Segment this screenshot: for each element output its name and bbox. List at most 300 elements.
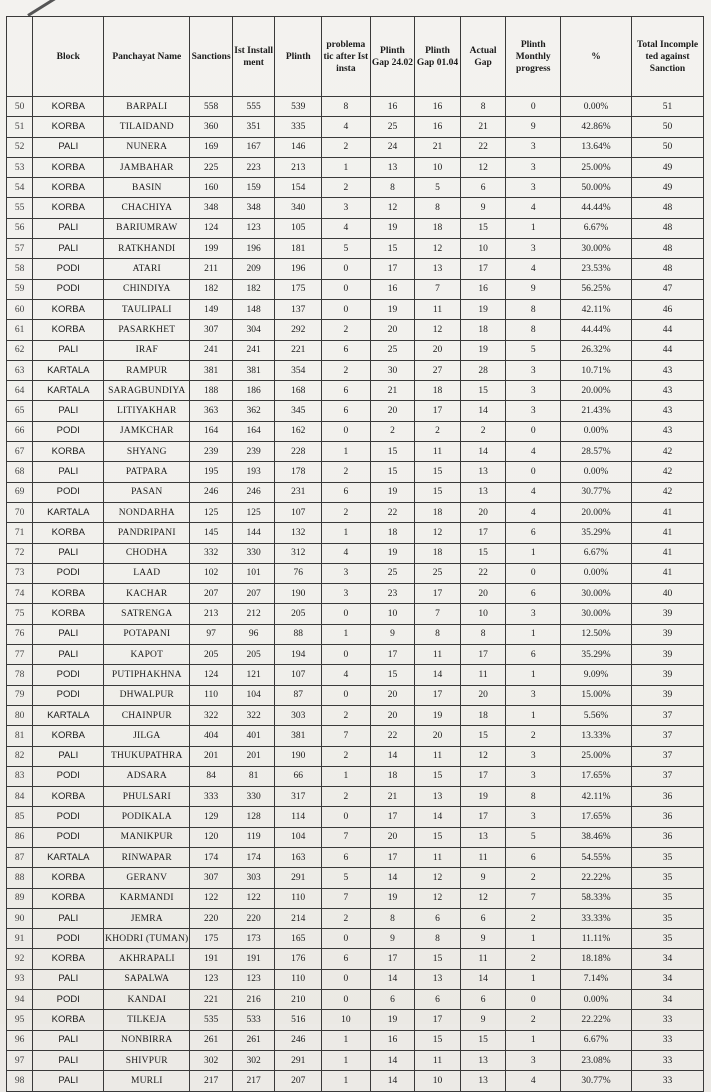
cell-panchayat-name: KHODRI (TUMAN) <box>104 929 190 949</box>
cell-panchayat-name: CHACHIYA <box>104 198 190 218</box>
cell-sr: 74 <box>7 584 33 604</box>
cell-plinth-gap-0104: 11 <box>415 1050 461 1070</box>
cell-problematic: 1 <box>322 1071 371 1091</box>
cell-plinth-gap-0104: 5 <box>415 178 461 198</box>
cell-total-incomplete: 35 <box>631 868 703 888</box>
cell-ist-installment: 125 <box>232 502 275 522</box>
cell-plinth-monthly-progress: 3 <box>506 239 561 259</box>
cell-plinth-gap-2402: 17 <box>370 645 415 665</box>
cell-actual-gap: 9 <box>460 868 506 888</box>
cell-plinth-monthly-progress: 3 <box>506 685 561 705</box>
table-row <box>7 766 704 786</box>
cell-sanctions: 164 <box>190 421 233 441</box>
cell-percent: 25.00% <box>561 746 632 766</box>
cell-total-incomplete: 36 <box>631 807 703 827</box>
cell-problematic: 6 <box>322 949 371 969</box>
cell-plinth: 178 <box>275 462 322 482</box>
cell-sanctions: 246 <box>190 482 233 502</box>
cell-problematic: 3 <box>322 198 371 218</box>
cell-plinth-gap-0104: 18 <box>415 381 461 401</box>
header-actual-gap: Actual Gap <box>460 17 506 97</box>
cell-total-incomplete: 50 <box>631 117 703 137</box>
cell-problematic: 0 <box>322 929 371 949</box>
cell-plinth-gap-2402: 18 <box>370 766 415 786</box>
cell-problematic: 3 <box>322 584 371 604</box>
cell-plinth: 104 <box>275 827 322 847</box>
cell-panchayat-name: AKHRAPALI <box>104 949 190 969</box>
cell-ist-installment: 555 <box>232 97 275 117</box>
cell-total-incomplete: 39 <box>631 604 703 624</box>
cell-panchayat-name: PODIKALA <box>104 807 190 827</box>
cell-plinth-gap-0104: 8 <box>415 929 461 949</box>
table-row <box>7 198 704 218</box>
cell-percent: 33.33% <box>561 908 632 928</box>
cell-plinth-monthly-progress: 2 <box>506 868 561 888</box>
cell-plinth-monthly-progress: 1 <box>506 624 561 644</box>
cell-panchayat-name: KARMANDI <box>104 888 190 908</box>
cell-ist-installment: 164 <box>232 421 275 441</box>
cell-block: PALI <box>33 624 104 644</box>
cell-sr: 59 <box>7 279 33 299</box>
cell-panchayat-name: NONBIRRA <box>104 1030 190 1050</box>
cell-plinth-gap-0104: 12 <box>415 868 461 888</box>
cell-plinth-gap-0104: 15 <box>415 949 461 969</box>
cell-block: KORBA <box>33 787 104 807</box>
cell-panchayat-name: NUNERA <box>104 137 190 157</box>
cell-plinth-monthly-progress: 1 <box>506 1030 561 1050</box>
cell-actual-gap: 17 <box>460 523 506 543</box>
cell-plinth-gap-0104: 17 <box>415 584 461 604</box>
table-row <box>7 665 704 685</box>
cell-block: PALI <box>33 462 104 482</box>
cell-actual-gap: 8 <box>460 624 506 644</box>
cell-plinth-gap-2402: 10 <box>370 604 415 624</box>
cell-plinth-gap-0104: 18 <box>415 218 461 238</box>
cell-plinth: 114 <box>275 807 322 827</box>
cell-plinth: 213 <box>275 157 322 177</box>
cell-actual-gap: 9 <box>460 198 506 218</box>
cell-plinth: 190 <box>275 746 322 766</box>
cell-ist-installment: 351 <box>232 117 275 137</box>
cell-total-incomplete: 41 <box>631 523 703 543</box>
table-row <box>7 868 704 888</box>
cell-panchayat-name: JEMRA <box>104 908 190 928</box>
cell-block: PALI <box>33 908 104 928</box>
cell-block: PALI <box>33 969 104 989</box>
cell-plinth: 137 <box>275 299 322 319</box>
cell-ist-installment: 101 <box>232 563 275 583</box>
cell-plinth-gap-2402: 9 <box>370 929 415 949</box>
cell-sr: 53 <box>7 157 33 177</box>
cell-sanctions: 333 <box>190 787 233 807</box>
cell-panchayat-name: ATARI <box>104 259 190 279</box>
cell-problematic: 0 <box>322 645 371 665</box>
header-percent: % <box>561 17 632 97</box>
cell-plinth-gap-2402: 20 <box>370 401 415 421</box>
cell-actual-gap: 20 <box>460 502 506 522</box>
cell-panchayat-name: TAULIPALI <box>104 299 190 319</box>
cell-plinth: 291 <box>275 1050 322 1070</box>
cell-total-incomplete: 42 <box>631 442 703 462</box>
cell-plinth: 165 <box>275 929 322 949</box>
cell-actual-gap: 12 <box>460 746 506 766</box>
cell-problematic: 7 <box>322 888 371 908</box>
cell-problematic: 2 <box>322 787 371 807</box>
cell-panchayat-name: SAPALWA <box>104 969 190 989</box>
table-row <box>7 218 704 238</box>
cell-problematic: 1 <box>322 766 371 786</box>
cell-total-incomplete: 43 <box>631 381 703 401</box>
cell-plinth: 205 <box>275 604 322 624</box>
cell-block: PALI <box>33 1071 104 1091</box>
cell-percent: 30.00% <box>561 584 632 604</box>
cell-sanctions: 124 <box>190 665 233 685</box>
cell-sanctions: 191 <box>190 949 233 969</box>
cell-sr: 77 <box>7 645 33 665</box>
cell-plinth-gap-2402: 8 <box>370 908 415 928</box>
cell-plinth-monthly-progress: 9 <box>506 117 561 137</box>
cell-ist-installment: 223 <box>232 157 275 177</box>
cell-percent: 7.14% <box>561 969 632 989</box>
table-row <box>7 137 704 157</box>
cell-panchayat-name: PATPARA <box>104 462 190 482</box>
cell-ist-installment: 304 <box>232 320 275 340</box>
cell-total-incomplete: 37 <box>631 705 703 725</box>
cell-block: PALI <box>33 218 104 238</box>
table-row <box>7 178 704 198</box>
cell-plinth-monthly-progress: 0 <box>506 421 561 441</box>
cell-sr: 98 <box>7 1071 33 1091</box>
cell-plinth-gap-2402: 17 <box>370 807 415 827</box>
cell-sanctions: 221 <box>190 990 233 1010</box>
cell-ist-installment: 209 <box>232 259 275 279</box>
cell-block: KARTALA <box>33 502 104 522</box>
cell-problematic: 1 <box>322 157 371 177</box>
cell-sr: 82 <box>7 746 33 766</box>
cell-total-incomplete: 48 <box>631 198 703 218</box>
cell-panchayat-name: RATKHANDI <box>104 239 190 259</box>
table-row <box>7 908 704 928</box>
cell-actual-gap: 6 <box>460 990 506 1010</box>
cell-plinth-monthly-progress: 2 <box>506 1010 561 1030</box>
cell-plinth-gap-2402: 20 <box>370 685 415 705</box>
cell-ist-installment: 123 <box>232 218 275 238</box>
cell-panchayat-name: ADSARA <box>104 766 190 786</box>
cell-total-incomplete: 39 <box>631 645 703 665</box>
cell-percent: 13.33% <box>561 726 632 746</box>
cell-actual-gap: 14 <box>460 442 506 462</box>
cell-sanctions: 201 <box>190 746 233 766</box>
cell-actual-gap: 15 <box>460 543 506 563</box>
cell-problematic: 2 <box>322 178 371 198</box>
header-total-incomplete: Total Incomple ted against Sanction <box>631 17 703 97</box>
cell-problematic: 3 <box>322 563 371 583</box>
cell-sanctions: 122 <box>190 888 233 908</box>
cell-plinth-monthly-progress: 0 <box>506 563 561 583</box>
cell-total-incomplete: 43 <box>631 360 703 380</box>
cell-plinth-monthly-progress: 8 <box>506 787 561 807</box>
cell-percent: 5.56% <box>561 705 632 725</box>
cell-total-incomplete: 51 <box>631 97 703 117</box>
table-row <box>7 645 704 665</box>
cell-plinth-gap-0104: 17 <box>415 401 461 421</box>
cell-panchayat-name: TILKEJA <box>104 1010 190 1030</box>
cell-total-incomplete: 34 <box>631 990 703 1010</box>
header-plinth-monthly-progress: Plinth Monthly progress <box>506 17 561 97</box>
cell-total-incomplete: 41 <box>631 563 703 583</box>
cell-total-incomplete: 39 <box>631 624 703 644</box>
cell-sr: 61 <box>7 320 33 340</box>
cell-panchayat-name: JILGA <box>104 726 190 746</box>
cell-actual-gap: 17 <box>460 645 506 665</box>
cell-block: KORBA <box>33 117 104 137</box>
cell-plinth-monthly-progress: 8 <box>506 320 561 340</box>
cell-plinth-gap-0104: 12 <box>415 523 461 543</box>
cell-ist-installment: 302 <box>232 1050 275 1070</box>
cell-problematic: 4 <box>322 543 371 563</box>
header-row <box>7 17 704 97</box>
cell-percent: 35.29% <box>561 523 632 543</box>
header-plinth: Plinth <box>275 17 322 97</box>
cell-percent: 18.18% <box>561 949 632 969</box>
cell-panchayat-name: POTAPANI <box>104 624 190 644</box>
cell-block: KORBA <box>33 97 104 117</box>
cell-plinth: 210 <box>275 990 322 1010</box>
table-row <box>7 847 704 867</box>
cell-plinth: 340 <box>275 198 322 218</box>
cell-percent: 6.67% <box>561 543 632 563</box>
cell-plinth-gap-2402: 15 <box>370 239 415 259</box>
cell-sr: 55 <box>7 198 33 218</box>
cell-problematic: 1 <box>322 523 371 543</box>
cell-actual-gap: 19 <box>460 340 506 360</box>
cell-plinth-monthly-progress: 8 <box>506 299 561 319</box>
cell-block: KARTALA <box>33 705 104 725</box>
cell-plinth-monthly-progress: 4 <box>506 1071 561 1091</box>
cell-plinth: 105 <box>275 218 322 238</box>
cell-sanctions: 182 <box>190 279 233 299</box>
cell-block: PODI <box>33 807 104 827</box>
cell-sanctions: 175 <box>190 929 233 949</box>
cell-sr: 93 <box>7 969 33 989</box>
cell-block: PALI <box>33 1050 104 1070</box>
cell-sr: 90 <box>7 908 33 928</box>
cell-ist-installment: 193 <box>232 462 275 482</box>
table-row <box>7 746 704 766</box>
cell-actual-gap: 20 <box>460 685 506 705</box>
cell-panchayat-name: JAMBAHAR <box>104 157 190 177</box>
cell-actual-gap: 17 <box>460 807 506 827</box>
cell-sanctions: 211 <box>190 259 233 279</box>
cell-sanctions: 348 <box>190 198 233 218</box>
cell-plinth-gap-2402: 14 <box>370 1050 415 1070</box>
cell-panchayat-name: LAAD <box>104 563 190 583</box>
cell-plinth-gap-0104: 14 <box>415 665 461 685</box>
cell-block: KORBA <box>33 198 104 218</box>
cell-plinth: 312 <box>275 543 322 563</box>
header-ist-installment: Ist Install ment <box>232 17 275 97</box>
cell-actual-gap: 6 <box>460 908 506 928</box>
cell-block: PODI <box>33 685 104 705</box>
cell-block: PODI <box>33 259 104 279</box>
cell-block: KORBA <box>33 868 104 888</box>
cell-block: PODI <box>33 929 104 949</box>
cell-plinth-gap-2402: 21 <box>370 787 415 807</box>
cell-sanctions: 195 <box>190 462 233 482</box>
cell-sanctions: 404 <box>190 726 233 746</box>
cell-percent: 0.00% <box>561 421 632 441</box>
cell-block: KARTALA <box>33 381 104 401</box>
cell-problematic: 1 <box>322 624 371 644</box>
cell-percent: 20.00% <box>561 502 632 522</box>
cell-percent: 0.00% <box>561 462 632 482</box>
cell-problematic: 0 <box>322 279 371 299</box>
header-problematic: problema tic after Ist insta <box>322 17 371 97</box>
cell-plinth-monthly-progress: 4 <box>506 482 561 502</box>
cell-plinth: 214 <box>275 908 322 928</box>
cell-percent: 17.65% <box>561 807 632 827</box>
cell-sr: 65 <box>7 401 33 421</box>
cell-actual-gap: 15 <box>460 381 506 401</box>
cell-plinth-gap-2402: 19 <box>370 482 415 502</box>
cell-sr: 80 <box>7 705 33 725</box>
cell-plinth-gap-2402: 14 <box>370 1071 415 1091</box>
cell-plinth-monthly-progress: 4 <box>506 442 561 462</box>
cell-sr: 58 <box>7 259 33 279</box>
cell-total-incomplete: 42 <box>631 462 703 482</box>
cell-plinth-monthly-progress: 2 <box>506 726 561 746</box>
cell-sr: 50 <box>7 97 33 117</box>
cell-block: PALI <box>33 401 104 421</box>
cell-total-incomplete: 33 <box>631 1010 703 1030</box>
cell-sanctions: 360 <box>190 117 233 137</box>
cell-problematic: 2 <box>322 137 371 157</box>
cell-plinth: 291 <box>275 868 322 888</box>
cell-plinth: 196 <box>275 259 322 279</box>
cell-plinth: 292 <box>275 320 322 340</box>
cell-plinth-monthly-progress: 5 <box>506 827 561 847</box>
cell-block: KORBA <box>33 523 104 543</box>
cell-plinth-monthly-progress: 2 <box>506 949 561 969</box>
cell-plinth-gap-2402: 15 <box>370 462 415 482</box>
cell-sanctions: 145 <box>190 523 233 543</box>
cell-sanctions: 199 <box>190 239 233 259</box>
cell-ist-installment: 81 <box>232 766 275 786</box>
cell-plinth: 132 <box>275 523 322 543</box>
cell-total-incomplete: 42 <box>631 482 703 502</box>
cell-sanctions: 332 <box>190 543 233 563</box>
cell-actual-gap: 21 <box>460 117 506 137</box>
cell-percent: 44.44% <box>561 320 632 340</box>
cell-plinth: 228 <box>275 442 322 462</box>
cell-plinth-gap-0104: 11 <box>415 299 461 319</box>
cell-percent: 30.00% <box>561 239 632 259</box>
cell-problematic: 4 <box>322 665 371 685</box>
cell-panchayat-name: RINWAPAR <box>104 847 190 867</box>
table-row <box>7 685 704 705</box>
cell-plinth: 181 <box>275 239 322 259</box>
cell-plinth-monthly-progress: 1 <box>506 969 561 989</box>
cell-sanctions: 225 <box>190 157 233 177</box>
cell-panchayat-name: CHODHA <box>104 543 190 563</box>
table-row <box>7 624 704 644</box>
cell-actual-gap: 18 <box>460 705 506 725</box>
cell-total-incomplete: 50 <box>631 137 703 157</box>
cell-plinth: 190 <box>275 584 322 604</box>
cell-plinth-gap-2402: 20 <box>370 827 415 847</box>
cell-plinth: 168 <box>275 381 322 401</box>
cell-ist-installment: 533 <box>232 1010 275 1030</box>
cell-sanctions: 217 <box>190 1071 233 1091</box>
cell-sr: 87 <box>7 847 33 867</box>
cell-sanctions: 102 <box>190 563 233 583</box>
cell-panchayat-name: KANDAI <box>104 990 190 1010</box>
cell-ist-installment: 212 <box>232 604 275 624</box>
cell-percent: 23.08% <box>561 1050 632 1070</box>
cell-panchayat-name: JAMKCHAR <box>104 421 190 441</box>
table-row <box>7 462 704 482</box>
cell-actual-gap: 13 <box>460 1050 506 1070</box>
cell-panchayat-name: PASARKHET <box>104 320 190 340</box>
cell-plinth: 516 <box>275 1010 322 1030</box>
cell-percent: 23.53% <box>561 259 632 279</box>
cell-plinth-monthly-progress: 6 <box>506 523 561 543</box>
cell-sr: 68 <box>7 462 33 482</box>
cell-plinth-monthly-progress: 4 <box>506 502 561 522</box>
cell-ist-installment: 217 <box>232 1071 275 1091</box>
cell-plinth: 66 <box>275 766 322 786</box>
cell-sr: 52 <box>7 137 33 157</box>
cell-sr: 85 <box>7 807 33 827</box>
cell-plinth-gap-2402: 14 <box>370 969 415 989</box>
cell-percent: 30.77% <box>561 1071 632 1091</box>
table-row <box>7 726 704 746</box>
cell-sanctions: 363 <box>190 401 233 421</box>
cell-panchayat-name: SATRENGA <box>104 604 190 624</box>
cell-plinth-gap-0104: 8 <box>415 624 461 644</box>
cell-actual-gap: 2 <box>460 421 506 441</box>
cell-panchayat-name: GERANV <box>104 868 190 888</box>
cell-plinth-gap-0104: 20 <box>415 726 461 746</box>
cell-ist-installment: 167 <box>232 137 275 157</box>
cell-problematic: 0 <box>322 969 371 989</box>
cell-plinth-monthly-progress: 1 <box>506 543 561 563</box>
cell-panchayat-name: SHYANG <box>104 442 190 462</box>
cell-percent: 6.67% <box>561 1030 632 1050</box>
cell-ist-installment: 261 <box>232 1030 275 1050</box>
cell-plinth-gap-2402: 30 <box>370 360 415 380</box>
cell-sanctions: 125 <box>190 502 233 522</box>
cell-sr: 89 <box>7 888 33 908</box>
cell-problematic: 2 <box>322 908 371 928</box>
cell-plinth-monthly-progress: 1 <box>506 705 561 725</box>
cell-ist-installment: 401 <box>232 726 275 746</box>
cell-actual-gap: 13 <box>460 1071 506 1091</box>
cell-plinth-gap-0104: 16 <box>415 117 461 137</box>
cell-ist-installment: 122 <box>232 888 275 908</box>
cell-actual-gap: 19 <box>460 299 506 319</box>
cell-plinth-monthly-progress: 2 <box>506 908 561 928</box>
cell-sanctions: 302 <box>190 1050 233 1070</box>
cell-problematic: 0 <box>322 259 371 279</box>
cell-plinth-monthly-progress: 4 <box>506 198 561 218</box>
cell-sanctions: 188 <box>190 381 233 401</box>
cell-plinth-gap-0104: 15 <box>415 482 461 502</box>
cell-plinth-monthly-progress: 0 <box>506 990 561 1010</box>
table-row <box>7 1071 704 1091</box>
cell-plinth-gap-0104: 7 <box>415 604 461 624</box>
cell-actual-gap: 15 <box>460 726 506 746</box>
